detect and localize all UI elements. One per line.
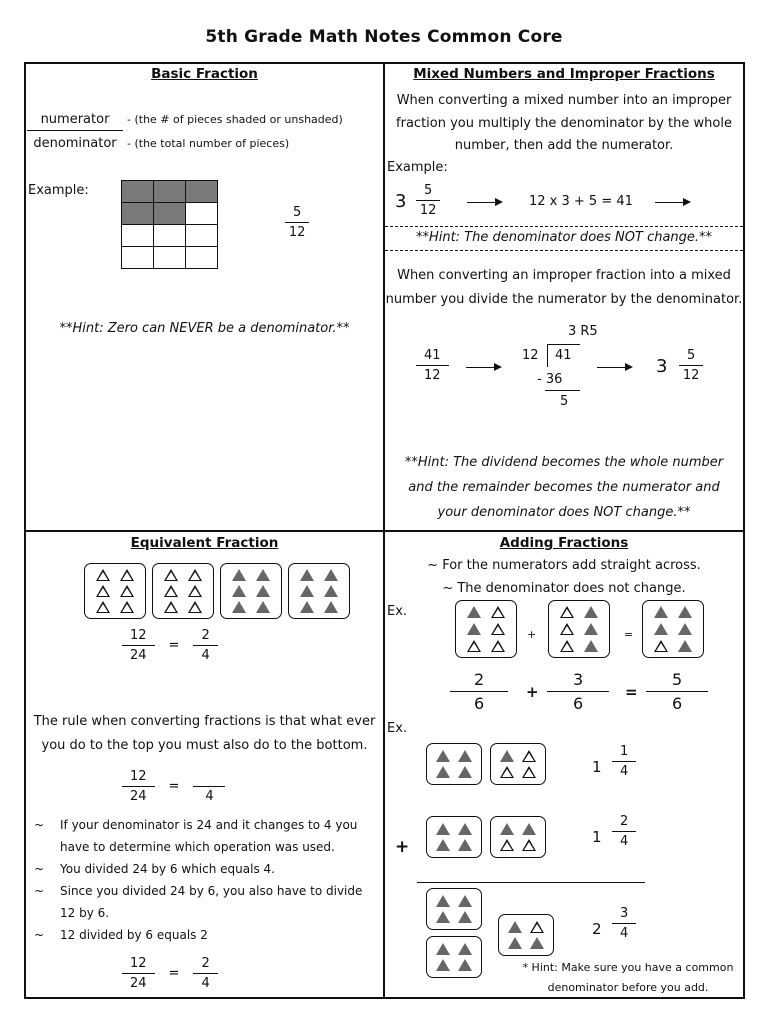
addend-tile-1 [455,600,517,658]
tilde-bullet: ~ [34,862,45,876]
filled-triangle-icon [436,943,450,955]
step-line: 12 by 6. [60,906,110,920]
shaded-cell [186,181,218,203]
filled-triangle-icon [436,911,450,923]
filled-triangle-icon [584,606,598,618]
result-whole-number: 3 [656,356,668,377]
outline-triangle-icon [491,606,505,618]
filled-triangle-icon [678,606,692,618]
triangle-tile [490,743,546,785]
filled-triangle-icon [654,606,668,618]
filled-triangle-icon [300,601,314,613]
example-label: Ex. [387,604,408,619]
unshaded-cell [122,225,154,247]
outline-triangle-icon [560,606,574,618]
equivalent-rule-line: you do to the top you must also do to the bottom. [41,738,368,753]
fraction-numerator: 3 [612,906,636,924]
triangle-tile [288,563,350,619]
basic-example-fraction [285,205,309,240]
filled-triangle-icon [436,895,450,907]
hint-line: denominator before you add. [547,981,709,994]
division-dividend: 41 [555,348,572,363]
filled-triangle-icon [324,601,338,613]
fraction-numerator: 3 [547,670,609,692]
step-text [60,924,208,946]
equivalent-equation-1 [122,628,218,663]
fraction-denominator: 4 [205,789,214,804]
triangle-tile [498,914,554,956]
step-item [34,924,379,946]
mixed-intro-line: fraction you multiply the denominator by the whole [396,115,732,131]
division-rule [545,390,580,391]
equals-sign: = [624,628,634,641]
fraction-denominator: 24 [130,648,147,663]
unshaded-cell [122,247,154,269]
mixed-equation: 12 x 3 + 5 = 41 [529,194,633,209]
shaded-cell [154,181,186,203]
grid-row [122,181,218,203]
group-tile [426,936,482,978]
mixed-fraction [416,183,440,218]
filled-triangle-icon [584,623,598,635]
filled-triangle-icon [232,601,246,613]
column-divider-bottom [383,531,385,999]
right-arrow-icon [597,367,631,368]
equivalent-equation-2 [122,768,225,804]
outline-triangle-icon [96,601,110,613]
sum-tile [642,600,704,658]
step-line: have to determine which operation was used. [60,840,335,854]
filled-triangle-icon [654,623,668,635]
group-tile [490,743,546,785]
grid-row [122,247,218,269]
filled-triangle-icon [436,823,450,835]
outline-triangle-icon [164,601,178,613]
triangle-tile [642,600,704,658]
filled-triangle-icon [458,911,472,923]
fraction-numerator: 5 [285,205,309,223]
dividend-hint-line: **Hint: The dividend becomes the whole number [404,455,724,470]
group-tile [498,914,554,956]
row-divider [24,530,745,532]
denominator-description: - (the total number of pieces) [127,137,290,150]
dashed-divider [385,226,743,227]
plus-sign: + [526,683,539,701]
step-line: 12 divided by 6 equals 2 [60,928,208,942]
fraction-numerator: 2 [193,956,217,974]
filled-triangle-icon [300,569,314,581]
numerator-description: - (the # of pieces shaded or unshaded) [127,113,343,126]
step-item [34,814,379,858]
fraction-denominator: 6 [672,694,683,713]
filled-triangle-icon [436,766,450,778]
equivalent-tiles [84,563,350,619]
outline-triangle-icon [500,766,514,778]
adding-rule-1: ~ For the numerators add straight across. [427,558,701,573]
unshaded-cell [186,203,218,225]
filled-triangle-icon [467,623,481,635]
mixed-whole: 1 [592,758,602,776]
filled-triangle-icon [458,839,472,851]
outline-triangle-icon [120,569,134,581]
equivalent-rule-line: The rule when converting fractions is that what ever [33,714,376,729]
step-text [60,814,357,858]
outline-triangle-icon [120,601,134,613]
mixed-whole: 1 [592,828,602,846]
equals-sign: = [168,778,180,794]
fraction-numerator: 41 [416,348,449,366]
filled-triangle-icon [458,895,472,907]
filled-triangle-icon [458,766,472,778]
outline-triangle-icon [188,585,202,597]
filled-triangle-icon [436,750,450,762]
fraction-denominator: 4 [620,764,629,779]
fraction-denominator: 12 [288,225,306,240]
equals-sign: = [168,966,180,981]
mixed-fraction [612,744,636,779]
equivalent-rule [26,710,383,758]
fraction [122,769,155,804]
hint-line: * Hint: Make sure you have a common [522,961,734,974]
outline-triangle-icon [188,569,202,581]
triangle-tile [220,563,282,619]
basic-example-label: Example: [28,183,89,198]
plus-sign: + [527,628,537,641]
filled-triangle-icon [530,937,544,949]
fraction [193,628,217,663]
fraction-denominator: 4 [620,834,629,849]
outline-triangle-icon [500,839,514,851]
numerator-label: numerator [27,112,123,131]
filled-triangle-icon [678,623,692,635]
step-text [60,880,362,924]
filled-triangle-icon [300,585,314,597]
improper-fraction [416,348,449,383]
shaded-cell [154,203,186,225]
equivalent-equation-3 [122,956,218,991]
filled-triangle-icon [584,640,598,652]
triangle-tile [152,563,214,619]
fraction-denominator: 4 [201,648,210,663]
filled-triangle-icon [500,750,514,762]
fraction-numerator: 12 [122,956,155,974]
improper-intro-line: When converting an improper fraction into a mixed [397,268,731,283]
step-item [34,858,379,880]
mixed-intro-line: When converting a mixed number into an improper [396,93,732,108]
adding-fractions-heading: Adding Fractions [499,535,629,551]
example-label: Ex. [387,721,408,736]
plus-sign: + [395,837,410,857]
mixed-fraction [612,814,636,849]
filled-triangle-icon [232,585,246,597]
division-remainder: 5 [560,394,569,409]
division-subtract: - 36 [537,372,563,387]
fraction-numerator: 2 [450,670,508,692]
filled-triangle-icon [458,959,472,971]
page-title: 5th Grade Math Notes Common Core [205,27,563,47]
outline-triangle-icon [491,623,505,635]
mixed-intro [385,90,743,158]
basic-fraction-heading: Basic Fraction [151,66,258,82]
triangle-tile [84,563,146,619]
group-tile [426,888,482,930]
step-text [60,858,275,880]
filled-triangle-icon [232,569,246,581]
fraction [122,956,155,991]
filled-triangle-icon [522,823,536,835]
step-item [34,880,379,924]
division-divisor: 12 [522,348,539,363]
step-line: Since you divided 24 by 6, you also have to divide [60,884,363,898]
step-line: You divided 24 by 6 which equals 4. [60,862,275,876]
triangle-tile [426,936,482,978]
fraction-numerator: 5 [679,348,703,366]
tilde-bullet: ~ [34,818,45,832]
triangle-tile [455,600,517,658]
filled-triangle-icon [436,839,450,851]
sum-rule [417,882,645,883]
fraction-numerator: 12 [122,769,155,787]
mixed-example-label: Example: [387,160,448,175]
fraction-denominator: 6 [573,694,584,713]
fraction [193,768,225,804]
right-arrow-icon [655,202,689,203]
outline-triangle-icon [522,839,536,851]
shaded-cell [122,203,154,225]
fraction-denominator: 12 [424,368,441,383]
triangle-tile [426,743,482,785]
zero-denominator-hint: **Hint: Zero can NEVER be a denominator.** [59,321,350,336]
fraction-denominator: 24 [130,976,147,991]
triangle-tile [426,816,482,858]
group-tile [426,743,482,785]
improper-intro [385,264,743,312]
filled-triangle-icon [324,569,338,581]
addend-fraction-1 [450,670,508,713]
fraction-numerator: 12 [122,628,155,646]
dashed-divider [385,250,743,251]
outline-triangle-icon [654,640,668,652]
outline-triangle-icon [560,623,574,635]
common-denominator-hint [514,958,742,998]
filled-triangle-icon [508,921,522,933]
outline-triangle-icon [164,585,178,597]
fraction-denominator: 4 [620,926,629,941]
group-tile [426,816,482,858]
outline-triangle-icon [96,569,110,581]
mixed-numbers-heading: Mixed Numbers and Improper Fractions [413,66,715,82]
fraction-numerator: 5 [416,183,440,201]
filled-triangle-icon [508,937,522,949]
tilde-bullet: ~ [34,884,45,898]
grid-row [122,203,218,225]
outline-triangle-icon [560,640,574,652]
mixed-fraction [612,906,636,941]
filled-triangle-icon [256,585,270,597]
fraction [193,956,217,991]
unshaded-cell [154,225,186,247]
unshaded-cell [154,247,186,269]
outline-triangle-icon [522,750,536,762]
dividend-hint-line: your denominator does NOT change.** [437,505,691,520]
mixed-intro-line: number, then add the numerator. [454,138,674,153]
fraction-denominator: 24 [130,788,147,804]
unshaded-cell [186,225,218,247]
fraction-denominator: 12 [419,203,437,218]
denominator-label: denominator [33,136,117,151]
filled-triangle-icon [458,943,472,955]
outline-triangle-icon [96,585,110,597]
filled-triangle-icon [678,640,692,652]
fraction-numerator: 2 [193,628,217,646]
improper-intro-line: number you divide the numerator by the denominator. [385,292,743,307]
shaded-cell [122,181,154,203]
fraction [122,628,155,663]
tilde-bullet: ~ [34,928,45,942]
outline-triangle-icon [120,585,134,597]
equivalent-fraction-heading: Equivalent Fraction [130,535,279,551]
right-arrow-icon [467,202,501,203]
filled-triangle-icon [467,606,481,618]
fraction-numerator: 5 [646,670,708,692]
filled-triangle-icon [324,585,338,597]
fraction-denominator: 12 [682,368,700,383]
filled-triangle-icon [458,823,472,835]
filled-triangle-icon [458,750,472,762]
equals-sign: = [168,638,180,653]
fraction-denominator: 6 [474,694,485,713]
division-quotient: 3 R5 [568,324,598,339]
filled-triangle-icon [436,959,450,971]
sum-fraction [646,670,708,713]
triangle-tile [548,600,610,658]
triangle-tile [490,816,546,858]
filled-triangle-icon [256,569,270,581]
fraction-numerator-blank [193,768,225,787]
filled-triangle-icon [256,601,270,613]
dividend-hint [385,450,743,525]
right-arrow-icon [466,367,500,368]
outline-triangle-icon [522,766,536,778]
step-line: If your denominator is 24 and it changes to 4 you [60,818,358,832]
fraction-denominator: 4 [201,976,210,991]
grid-row [122,225,218,247]
unshaded-cell [186,247,218,269]
equivalent-steps [34,814,379,946]
outline-triangle-icon [530,921,544,933]
fraction-grid [121,180,218,269]
mixed-whole-number: 3 [395,191,407,212]
result-fraction [679,348,703,383]
adding-rule-2: ~ The denominator does not change. [442,581,686,596]
outline-triangle-icon [164,569,178,581]
fraction-numerator: 1 [612,744,636,762]
filled-triangle-icon [500,823,514,835]
mixed-whole: 2 [592,920,602,938]
addend-tile-2 [548,600,610,658]
outline-triangle-icon [188,601,202,613]
fraction-numerator: 2 [612,814,636,832]
equals-sign: = [625,683,638,701]
outline-triangle-icon [467,640,481,652]
group-tile [490,816,546,858]
outline-triangle-icon [491,640,505,652]
triangle-tile [426,888,482,930]
addend-fraction-2 [547,670,609,713]
denominator-unchanged-hint: **Hint: The denominator does NOT change.** [415,230,713,245]
dividend-hint-line: and the remainder becomes the numerator and [408,480,720,495]
